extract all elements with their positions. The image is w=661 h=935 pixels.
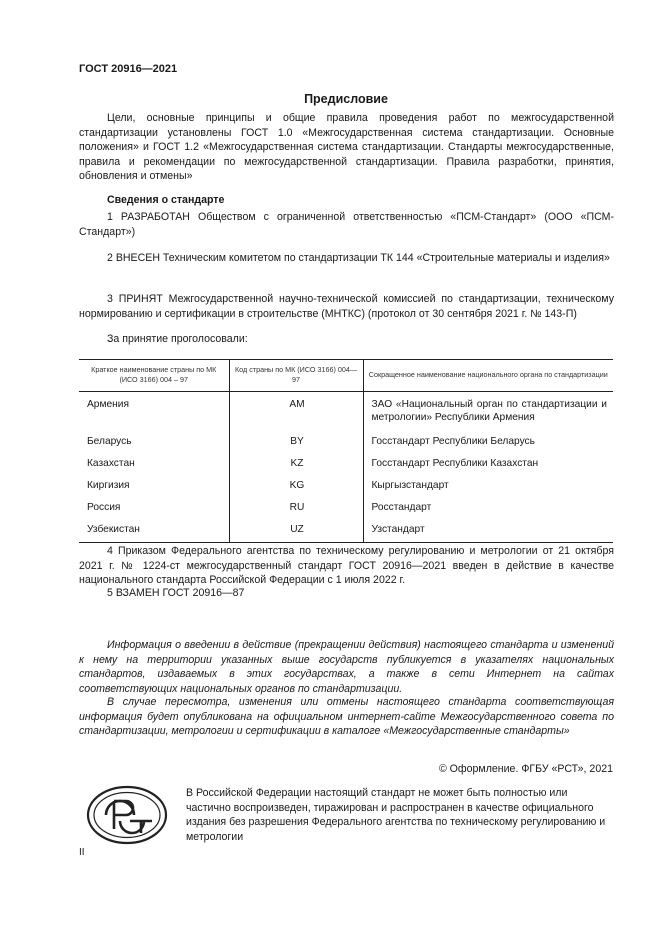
- table-header-body: Сокращенное наименование национального органа по стандартизации: [363, 360, 613, 392]
- table-header-code: Код страны по МК (ИСО 3166) 004—97: [229, 360, 363, 392]
- country-cell: Россия: [87, 501, 121, 513]
- code-cell: RU: [229, 498, 363, 520]
- voting-table: [79, 359, 613, 543]
- info-paragraph-publication: Информация о введении в действие (прекращении действия) настоящего стандарта и изменений к нему на территории указанных выше государств публикуется в указателях национальных стандартов, издаваемых в этих государствах, а также в сети Интернет на сайтах соответствующих национальных органов по стандартизации.: [79, 639, 614, 695]
- table-row: [79, 498, 613, 520]
- code-cell: UZ: [229, 520, 363, 543]
- code-cell: AM: [229, 392, 363, 432]
- country-cell: Беларусь: [87, 435, 132, 447]
- voted-label: За принятие проголосовали:: [107, 333, 248, 345]
- body-cell: Росстандарт: [363, 498, 613, 520]
- page-number: II: [79, 847, 85, 858]
- code-cell: KZ: [229, 454, 363, 476]
- table-header-row: [79, 360, 613, 392]
- body-cell: Узстандарт: [363, 520, 613, 543]
- body-cell: Госстандарт Республики Беларусь: [363, 432, 613, 454]
- standard-id: ГОСТ 20916—2021: [79, 63, 178, 75]
- body-cell: ЗАО «Национальный орган по стандартизации и метрологии» Республики Армения: [363, 392, 613, 432]
- item-4-enacted: 4 Приказом Федерального агентства по техническому регулированию и метрологии от 21 октября 2021 г. № 1224-ст межгосударственный стандарт ГОСТ 20916—2021 введен в действие в качестве национального стандарта Российской Федерации с 1 июля 2022 г.: [79, 545, 614, 587]
- copyright-line: © Оформление. ФГБУ «РСТ», 2021: [438, 763, 613, 775]
- item-5-replaces: 5 ВЗАМЕН ГОСТ 20916—87: [107, 587, 245, 599]
- table-row: [79, 520, 613, 543]
- rst-logo-icon: [86, 785, 168, 845]
- item-1-developed: 1 РАЗРАБОТАН Обществом с ограниченной ответственностью «ПСМ-Стандарт» (ООО «ПСМ-Стандарт»): [79, 211, 614, 238]
- table-row: [79, 454, 613, 476]
- intro-paragraph: Цели, основные принципы и общие правила проведения работ по межгосударственной стандартизации установлены ГОСТ 1.0 «Межгосударственная система стандартизации. Основные положения» и ГОСТ 1.2 «Межгосударственная система стандартизации. Стандарты межгосударственные, правила и рекомендации по межгосударственной стандартизации. Правила разработки, принятия, обновления и отмены»: [79, 112, 614, 183]
- table-header-country: Краткое наименование страны по МК (ИСО 3166) 004 – 97: [79, 360, 229, 392]
- info-paragraph-revision: В случае пересмотра, изменения или отмены настоящего стандарта соответствующая информация будет опубликована на официальном интернет-сайте Межгосударственного совета по стандартизации, метрологии и сертификации в каталоге «Межгосударственные стандарты»: [79, 696, 614, 738]
- country-cell: Узбекистан: [79, 520, 229, 543]
- item-3-adopted: 3 ПРИНЯТ Межгосударственной научно-технической комиссией по стандартизации, техническому нормированию и сертификации в строительстве (МНТКС) (протокол от 30 сентября 2021 г. № 143-П): [79, 293, 614, 320]
- page-title: Предисловие: [304, 92, 388, 106]
- code-cell: KG: [229, 476, 363, 498]
- country-cell: Казахстан: [87, 457, 135, 469]
- country-cell: Киргизия: [87, 479, 130, 491]
- copyright-notice: В Российской Федерации настоящий стандарт не может быть полностью или частично воспроизведен, тиражирован и распространен в качестве официального издания без разрешения Федерального агентства по техническому регулированию и метрологии: [186, 787, 606, 843]
- item-2-introduced: 2 ВНЕСЕН Техническим комитетом по стандартизации ТК 144 «Строительные материалы и изделия»: [107, 252, 610, 264]
- code-cell: BY: [229, 432, 363, 454]
- table-row: [79, 476, 613, 498]
- section-heading: Сведения о стандарте: [107, 194, 225, 206]
- table-row: [79, 392, 613, 432]
- body-cell: Кыргызстандарт: [363, 476, 613, 498]
- country-cell: Армения: [87, 399, 129, 410]
- body-cell: Госстандарт Республики Казахстан: [363, 454, 613, 476]
- table-row: [79, 432, 613, 454]
